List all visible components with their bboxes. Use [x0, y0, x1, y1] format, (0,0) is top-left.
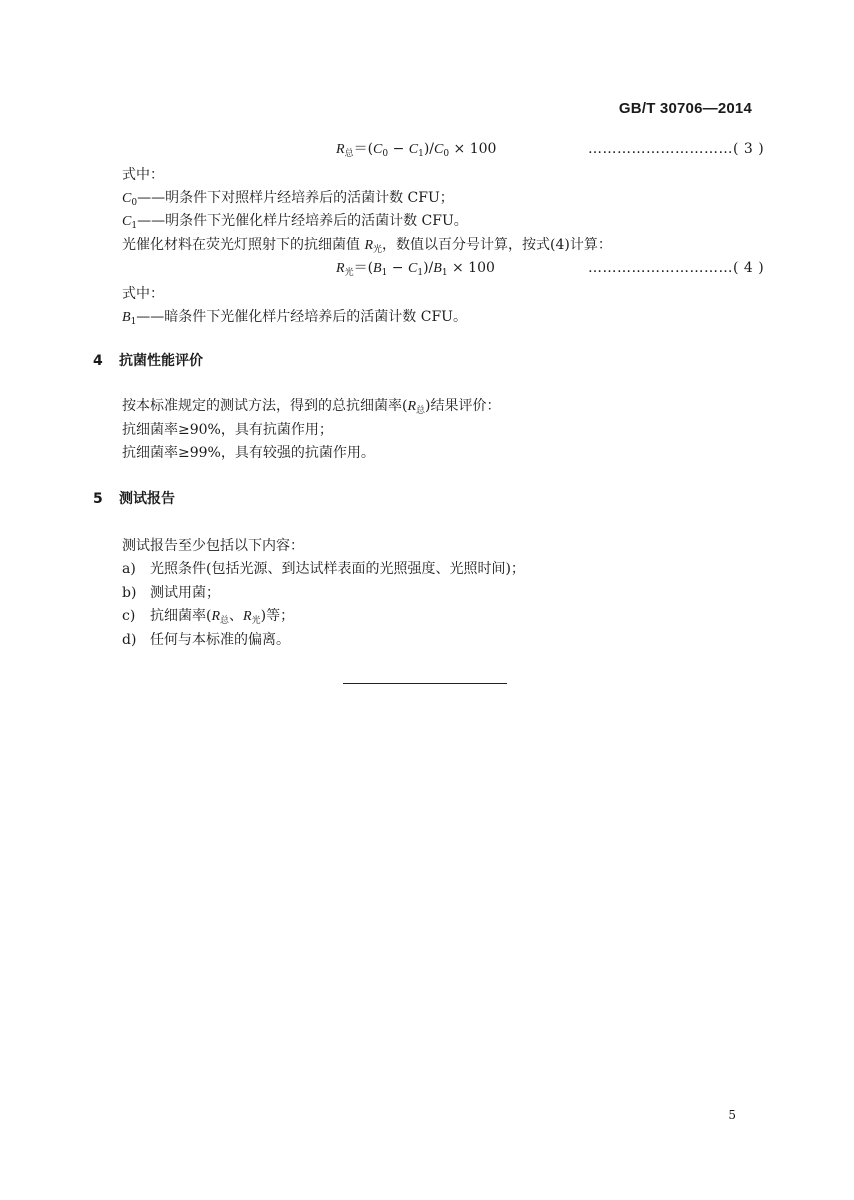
section-5-heading: 5 测试报告	[93, 491, 175, 507]
list-item: a) 光照条件(包括光源、到达试样表面的光照强度、光照时间)；	[122, 561, 525, 577]
equation-4: $R_光=(B_1 - C_1)/B_1 \times 100$	[336, 260, 495, 278]
where-label: 式中：	[122, 286, 164, 302]
section-5-intro: 测试报告至少包括以下内容：	[122, 538, 304, 554]
page-number: 5	[728, 1108, 736, 1122]
list-item: c) 抗细菌率($R_总$、$R_光$)等；	[122, 608, 295, 626]
section-4-heading: 4 抗菌性能评价	[93, 353, 203, 369]
equation-4-number: ( 4 )	[733, 260, 765, 276]
criterion-99: 抗细菌率≥99%，具有较强的抗菌作用。	[122, 445, 375, 461]
end-rule	[343, 683, 507, 684]
list-item: b) 测试用菌；	[122, 585, 220, 601]
equation-3: $R_总=(C_0 - C_1)/C_0 \times 100$	[336, 141, 497, 159]
where-label: 式中：	[122, 167, 164, 183]
equation-3-leader: …………………………( 3 )	[588, 141, 765, 157]
criterion-90: 抗细菌率≥90%，具有抗菌作用；	[122, 422, 333, 438]
definition-c0: $C_0——$明条件下对照样片经培养后的活菌计数 CFU；	[122, 190, 454, 208]
section-4-intro: 按本标准规定的测试方法，得到的总抗细菌率$(R_总)$结果评价：	[122, 398, 501, 416]
definition-c1: $C_1——$明条件下光催化样片经培养后的活菌计数 CFU。	[122, 213, 468, 231]
definition-b1: $B_1——$暗条件下光催化样片经培养后的活菌计数 CFU。	[122, 309, 467, 327]
equation-3-number: ( 3 )	[733, 141, 765, 157]
standard-code: GB/T 30706—2014	[618, 100, 752, 117]
paragraph-light-value: 光催化材料在荧光灯照射下的抗细菌值 $R_光$，数值以百分号计算，按式(4)计算：	[122, 237, 612, 255]
equation-4-leader: …………………………( 4 )	[588, 260, 765, 276]
list-item: d) 任何与本标准的偏离。	[122, 632, 290, 648]
